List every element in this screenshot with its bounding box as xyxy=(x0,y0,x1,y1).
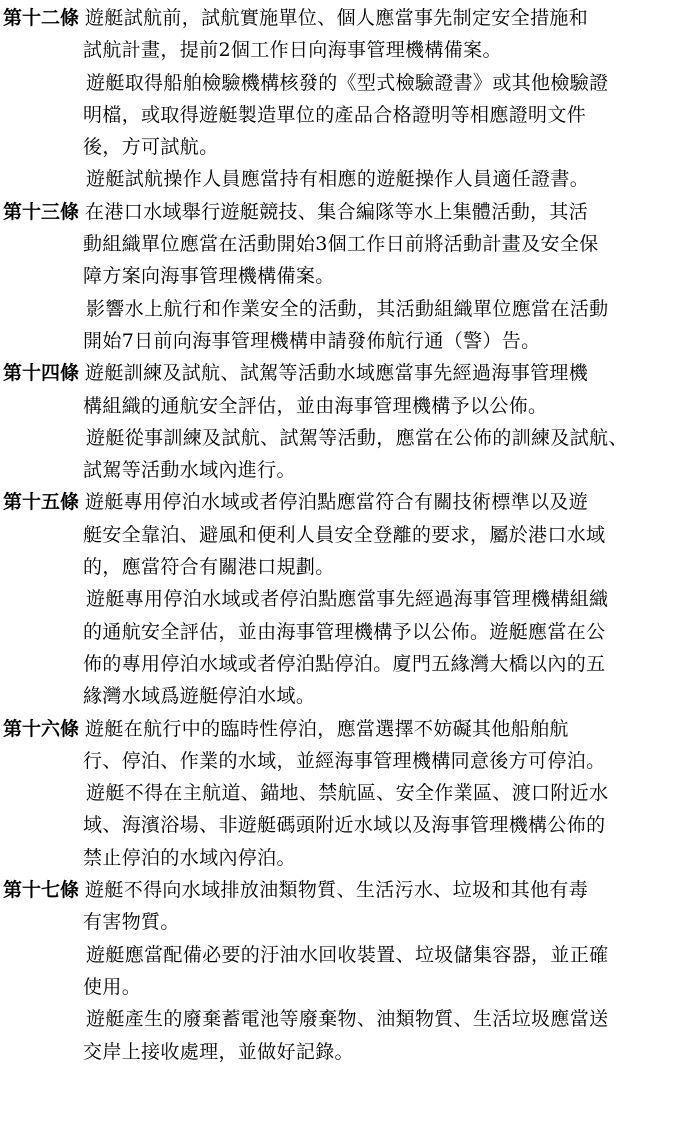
paragraph-text: 遊艇專用停泊水域或者停泊點應當符合有關技術標準以及遊 xyxy=(85,491,589,514)
text-line xyxy=(0,99,700,131)
paragraph-text: 後，方可試航。 xyxy=(83,136,219,159)
text-line xyxy=(0,939,700,971)
paragraph-text: 遊艇不得向水域排放油類物質、生活污水、垃圾和其他有毒 xyxy=(85,879,589,902)
text-line xyxy=(0,293,700,325)
article-first-line xyxy=(0,713,700,745)
article-section xyxy=(0,713,700,874)
text-line xyxy=(0,648,700,680)
text-line xyxy=(0,1036,700,1068)
text-line xyxy=(0,519,700,551)
text-line xyxy=(0,260,700,292)
text-line xyxy=(0,842,700,874)
paragraph-text: 構組織的通航安全評估，並由海事管理機構予以公佈。 xyxy=(83,394,548,417)
text-line xyxy=(0,228,700,260)
text-line xyxy=(0,67,700,99)
paragraph-text: 遊艇試航前，試航實施單位、個人應當事先制定安全措施和 xyxy=(85,7,589,29)
text-line xyxy=(0,390,700,422)
text-line xyxy=(0,325,700,357)
paragraph-text: 使用。 xyxy=(83,975,142,998)
article-first-line xyxy=(0,196,700,228)
regulation-document xyxy=(0,2,700,1068)
paragraph-text: 的通航安全評估，並由海事管理機構予以公佈。遊艇應當在公 xyxy=(83,620,606,643)
text-line xyxy=(0,131,700,163)
text-line xyxy=(0,906,700,938)
text-line xyxy=(0,745,700,777)
text-line xyxy=(0,616,700,648)
paragraph-text: 試航計畫，提前2個工作日向海事管理機構備案。 xyxy=(83,39,502,62)
paragraph-text: 遊艇從事訓練及試航、試駕等活動，應當在公佈的訓練及試航、 xyxy=(86,426,628,449)
article-section xyxy=(0,486,700,712)
text-line xyxy=(0,551,700,583)
article-heading: 第十四條 xyxy=(3,362,80,385)
paragraph-text: 試駕等活動水域內進行。 xyxy=(83,459,296,482)
text-line xyxy=(0,454,700,486)
text-line xyxy=(0,163,700,195)
article-heading: 第十六條 xyxy=(3,717,80,740)
article-heading: 第十五條 xyxy=(3,491,80,514)
article-section xyxy=(0,2,700,196)
text-line xyxy=(0,777,700,809)
article-heading: 第十七條 xyxy=(3,879,80,902)
paragraph-text: 明檔，或取得遊艇製造單位的產品合格證明等相應證明文件 xyxy=(83,103,587,126)
paragraph-text: 遊艇取得船舶檢驗機構核發的《型式檢驗證書》或其他檢驗證 xyxy=(86,71,609,94)
paragraph-text: 遊艇在航行中的臨時性停泊，應當選擇不妨礙其他船舶航 xyxy=(85,717,569,740)
article-section xyxy=(0,357,700,486)
paragraph-text: 的，應當符合有關港口規劃。 xyxy=(83,556,335,579)
paragraph-text: 有害物質。 xyxy=(83,911,180,934)
paragraph-text: 動組織單位應當在活動開始3個工作日前將活動計畫及安全保 xyxy=(83,233,599,256)
paragraph-text: 遊艇應當配備必要的汙油水回收裝置、垃圾儲集容器，並正確 xyxy=(86,943,609,966)
article-section xyxy=(0,196,700,357)
article-first-line xyxy=(0,2,700,34)
paragraph-text: 禁止停泊的水域內停泊。 xyxy=(83,846,296,869)
article-first-line xyxy=(0,486,700,518)
text-line xyxy=(0,971,700,1003)
article-heading: 第十二條 xyxy=(3,7,80,29)
text-line xyxy=(0,1003,700,1035)
text-line xyxy=(0,583,700,615)
paragraph-text: 艇安全靠泊、避風和便利人員安全登離的要求，屬於港口水域 xyxy=(83,523,606,546)
text-line xyxy=(0,422,700,454)
article-first-line xyxy=(0,357,700,389)
paragraph-text: 遊艇訓練及試航、試駕等活動水域應當事先經過海事管理機 xyxy=(85,362,589,385)
paragraph-text: 佈的專用停泊水域或者停泊點停泊。廈門五緣灣大橋以內的五 xyxy=(83,652,606,675)
paragraph-text: 障方案向海事管理機構備案。 xyxy=(83,265,335,288)
article-heading: 第十三條 xyxy=(3,200,80,223)
text-line xyxy=(0,809,700,841)
article-first-line xyxy=(0,874,700,906)
paragraph-text: 開始7日前向海事管理機構申請發佈航行通（警）告。 xyxy=(83,329,541,352)
paragraph-text: 在港口水域舉行遊艇競技、集合編隊等水上集體活動，其活 xyxy=(85,200,589,223)
text-line xyxy=(0,680,700,712)
paragraph-text: 緣灣水域爲遊艇停泊水域。 xyxy=(83,685,316,708)
paragraph-text: 遊艇試航操作人員應當持有相應的遊艇操作人員適任證書。 xyxy=(86,168,590,191)
paragraph-text: 遊艇不得在主航道、錨地、禁航區、安全作業區、渡口附近水 xyxy=(86,782,609,805)
paragraph-text: 遊艇產生的廢棄蓄電池等廢棄物、油類物質、生活垃圾應當送 xyxy=(86,1008,609,1031)
paragraph-text: 交岸上接收處理，並做好記錄。 xyxy=(83,1040,354,1063)
paragraph-text: 影響水上航行和作業安全的活動，其活動組織單位應當在活動 xyxy=(86,297,609,320)
article-section xyxy=(0,874,700,1068)
paragraph-text: 域、海濱浴場、非遊艇碼頭附近水域以及海事管理機構公佈的 xyxy=(83,814,606,837)
paragraph-text: 遊艇專用停泊水域或者停泊點應當事先經過海事管理機構組織 xyxy=(86,588,609,611)
paragraph-text: 行、停泊、作業的水域，並經海事管理機構同意後方可停泊。 xyxy=(83,749,606,772)
text-line xyxy=(0,34,700,66)
